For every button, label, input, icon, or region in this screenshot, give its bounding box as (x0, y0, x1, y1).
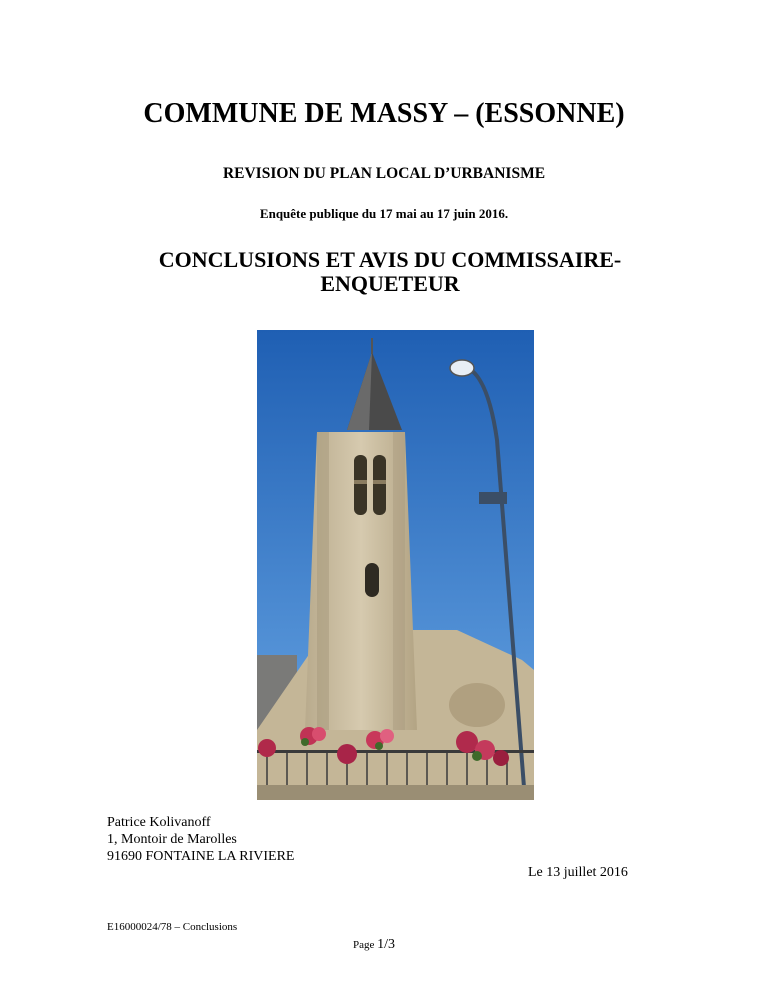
heading-line-1: CONCLUSIONS ET AVIS DU COMMISSAIRE- (158, 247, 622, 272)
church-tower-illustration (257, 330, 534, 800)
inquiry-dates: Enquête publique du 17 mai au 17 juin 2016. (259, 206, 509, 221)
author-address-line-1: 1, Montoir de Marolles (107, 832, 237, 847)
author-name: Patrice Kolivanoff (107, 815, 211, 830)
document-date: Le 13 juillet 2016 (528, 865, 628, 880)
document-subtitle: REVISION DU PLAN LOCAL D’URBANISME (222, 165, 546, 182)
conclusions-heading (120, 248, 660, 296)
author-block (107, 814, 294, 865)
author-address-line-2: 91690 FONTAINE LA RIVIERE (107, 849, 295, 864)
document-reference: E16000024/78 – Conclusions (107, 921, 238, 933)
church-tower-photo (257, 330, 534, 800)
document-title: COMMUNE DE MASSY – (ESSONNE) (143, 98, 625, 129)
page-number-value: 1/3 (377, 937, 396, 952)
page-number (353, 937, 395, 953)
page-label: Page (353, 939, 378, 951)
heading-line-2: ENQUETEUR (320, 271, 460, 296)
